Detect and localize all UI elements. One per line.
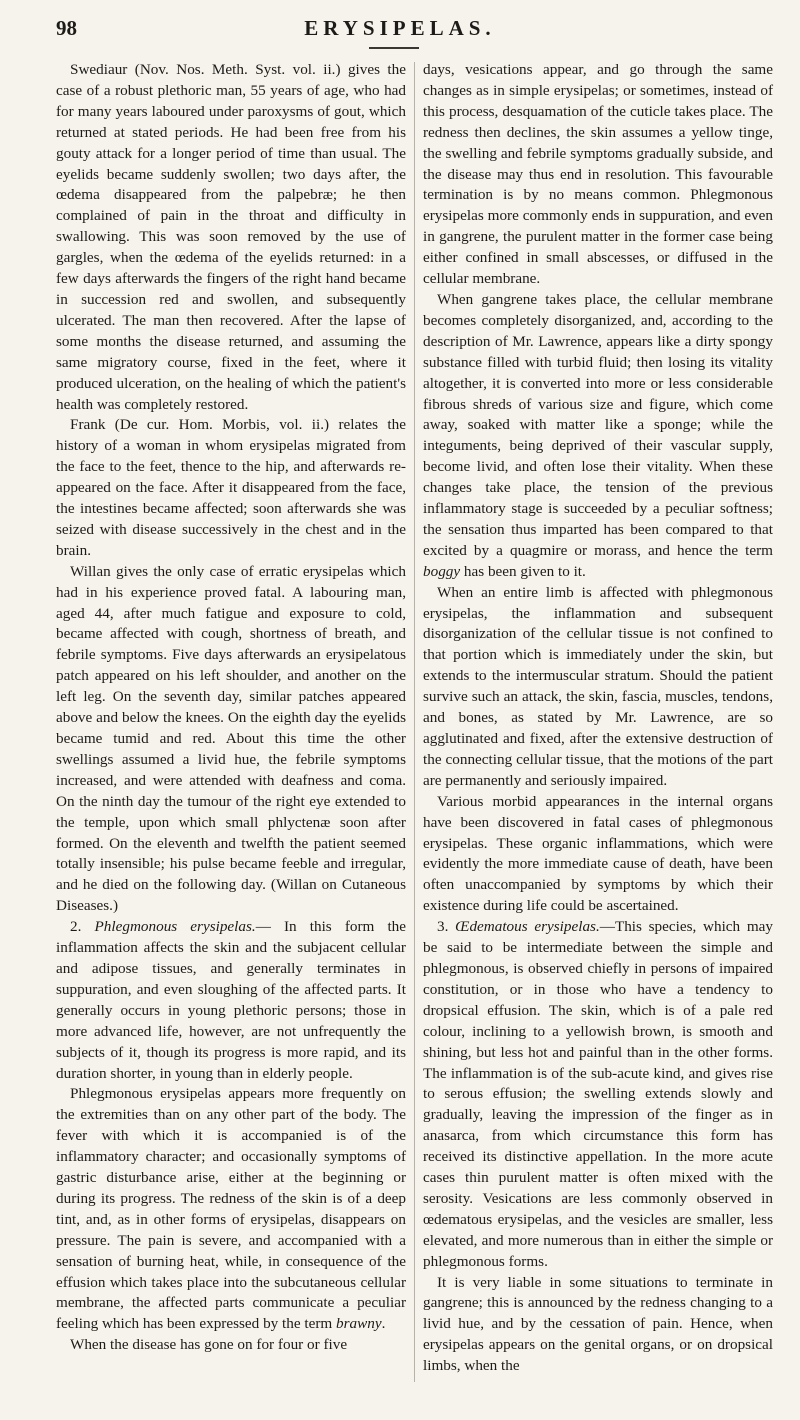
paragraph bbox=[56, 1084, 406, 1335]
paragraph-text: Frank (De cur. Hom. Morbis, vol. ii.) relates the history of a woman in whom erysipelas migrated from the face to the feet, thence to the hip, and afterwards re-appeared on the face. After it disappeared from the face, the intestines became affected; soon afterwards she was seized with disease successively in the chest and in the brain. bbox=[56, 416, 406, 559]
running-title: ERYSIPELAS. bbox=[304, 16, 496, 40]
paragraph-text: It is very liable in some situations to terminate in gangrene; this is announced by the redness changing to a livid hue, and by the cessation of pain. Hence, when erysipelas appears on the genital organs, or on dropsical limbs, when the bbox=[423, 1273, 773, 1375]
right-column bbox=[423, 60, 773, 1377]
paragraph bbox=[423, 792, 773, 917]
paragraph-text: When an entire limb is affected with phlegmonous erysipelas, the inflammation and subsequent disorganization of the cellular tissue is not confined to that portion which is immediately under the skin, but extends to the intermuscular stratum. Should the patient survive such an attack, the skin, fascia, muscles, tendons, and bones, as stated by Mr. Lawrence, are so agglutinated and fixed, after the extensive destruction of the connecting cellular tissue, that the motions of the part are permanently and seriously impaired. bbox=[423, 583, 773, 789]
section-number: 3. bbox=[437, 918, 456, 936]
paragraph bbox=[56, 415, 406, 561]
emphasized-term: brawny bbox=[336, 1315, 382, 1333]
left-column bbox=[56, 60, 406, 1356]
paragraph bbox=[56, 60, 406, 415]
paragraph bbox=[423, 583, 773, 792]
column-divider bbox=[414, 62, 415, 1382]
paragraph-text: Phlegmonous erysipelas appears more frequently on the extremities than on any other part of the body. The fever with which it is accompanied is of the inflammatory character; and occasionally symptoms of gastric disturbance arise, either at the beginning or during its progress. The redness of the skin is of a deep tint, and, as in other forms of erysipelas, disappears on pressure. The pain is severe, and accompanied with a sensation of burning heat, while, in consequence of the effusion which takes place into the subcutaneous cellular membrane, the affected parts communicate a peculiar feeling which has been expressed by the term bbox=[56, 1085, 406, 1333]
paragraph-text: —This species, which may be said to be intermediate between the simple and phlegmonous, is observed chiefly in persons of impaired constitution, or in those who have a tendency to dropsical effusion. The skin, which is of a pale red colour, inclining to a yellowish brown, is smooth and shining, but less hot and painful than in the other forms. The inflammation is of the sub-acute kind, and gives rise to serous effusion; the swelling extends slowly and gradually, leaving the impression of the finger as in anasarca, from which circumstance this form has received its distinctive appellation. In the more acute cases thin purulent matter is often mixed with the serosity. Vesications are less commonly observed in œdematous erysipelas, and the vesicles are smaller, less elevated, and more numerous than in either the simple or phlegmonous forms. bbox=[423, 918, 773, 1270]
section-number: 2. bbox=[70, 918, 95, 936]
paragraph-text: When the disease has gone on for four or five bbox=[70, 1336, 348, 1354]
paragraph-text: days, vesications appear, and go through the same changes as in simple erysipelas; or sometimes, instead of this process, desquamation of the cuticle takes place. The redness then declines, the skin assumes a yellow tinge, the swelling and febrile symptoms gradually subside, and the disease may thus end in resolution. This favourable termination is by no means common. Phlegmonous erysipelas more commonly ends in suppuration, and even in gangrene, the purulent matter in the former case being either confined in small abscesses, or diffused in the cellular membrane. bbox=[423, 61, 773, 288]
paragraph-text: Various morbid appearances in the internal organs have been discovered in fatal cases of phlegmonous erysipelas. These organic inflammations, which were evidently the more immediate cause of death, have been often unaccompanied by symptoms by which their existence during life could be ascertained. bbox=[423, 792, 773, 915]
section-heading: Phlegmonous erysipelas. bbox=[94, 918, 256, 936]
paragraph bbox=[56, 917, 406, 1084]
header-ornament bbox=[369, 47, 419, 49]
paragraph bbox=[423, 917, 773, 1272]
paragraph-text: . bbox=[381, 1315, 386, 1333]
paragraph bbox=[423, 60, 773, 290]
paragraph-text: Swediaur (Nov. Nos. Meth. Syst. vol. ii.) gives the case of a robust plethoric man, 55 years of age, who had for many years laboured under paroxysms of gout, which returned at stated periods. He had been free from his gouty attack for a longer period of time than usual. The eyelids became suddenly swollen; two days after, the œdema disappeared from the palpebræ; he then complained of pain in the throat and difficulty in swallowing. This was soon removed by the use of gargles, when the œdema of the eyelids returned: in a few days afterwards the fingers of the right hand became in succession red and swollen, and subsequently ulcerated. The man then recovered. After the lapse of some months the disease returned, and assuming the same migratory course, fixed in the feet, where it produced ulceration, on the healing of which the patient's health was completely restored. bbox=[56, 61, 406, 413]
paragraph bbox=[423, 1273, 773, 1378]
paragraph bbox=[56, 562, 406, 917]
emphasized-term: boggy bbox=[423, 562, 461, 580]
section-heading: Œdematous erysipelas. bbox=[455, 918, 600, 936]
paragraph-text: When gangrene takes place, the cellular membrane becomes completely disorganized, and, according to the description of Mr. Lawrence, appears like a dirty spongy substance filled with turbid fluid; then losing its vitality altogether, it is converted into more or less considerable fibrous shreds of various size and figure, which come away, soaked with matter like a sponge; while the integuments, being deprived of their vascular supply, become livid, and often lose their vitality. When these changes take place, the tension of the previous inflammatory stage is succeeded by a peculiar softness; the sensation thus imparted has been compared to that excited by a quagmire or morass, and hence the term bbox=[423, 290, 773, 559]
paragraph-text: has been given to it. bbox=[460, 562, 586, 580]
paragraph-text: — In this form the inflammation affects the skin and the subjacent cellular and adipose tissues, and generally terminates in suppuration, and even sloughing of the affected parts. It generally occurs in young plethoric persons; those in more advanced life, however, are not unfrequently the subjects of it, though its progress is more rapid, and its duration shorter, in young than in elderly people. bbox=[56, 918, 407, 1082]
paragraph-text: Willan gives the only case of erratic erysipelas which had in his experience proved fatal. A labouring man, aged 44, after much fatigue and exposure to cold, became affected with cough, shortness of breath, and febrile symptoms. Five days afterwards an erysipelatous patch appeared on his left shoulder, and another on the left leg. On the seventh day, similar patches appeared above and below the knees. On the eighth day the eyelids became tumid and red. About this time the other swellings assumed a livid hue, the febrile symptoms increased, and were attended with deafness and coma. On the ninth day the tumour of the right eye extended to the temple, upon which small phlyctenæ soon after formed. On the eleventh and twelfth the patient seemed totally insensible; his pulse became feeble and irregular, and he died on the following day. (Willan on Cutaneous Diseases.) bbox=[56, 562, 406, 915]
paragraph bbox=[423, 290, 773, 583]
page-header bbox=[0, 14, 800, 54]
paragraph bbox=[56, 1335, 406, 1356]
page-number: 98 bbox=[56, 16, 77, 40]
